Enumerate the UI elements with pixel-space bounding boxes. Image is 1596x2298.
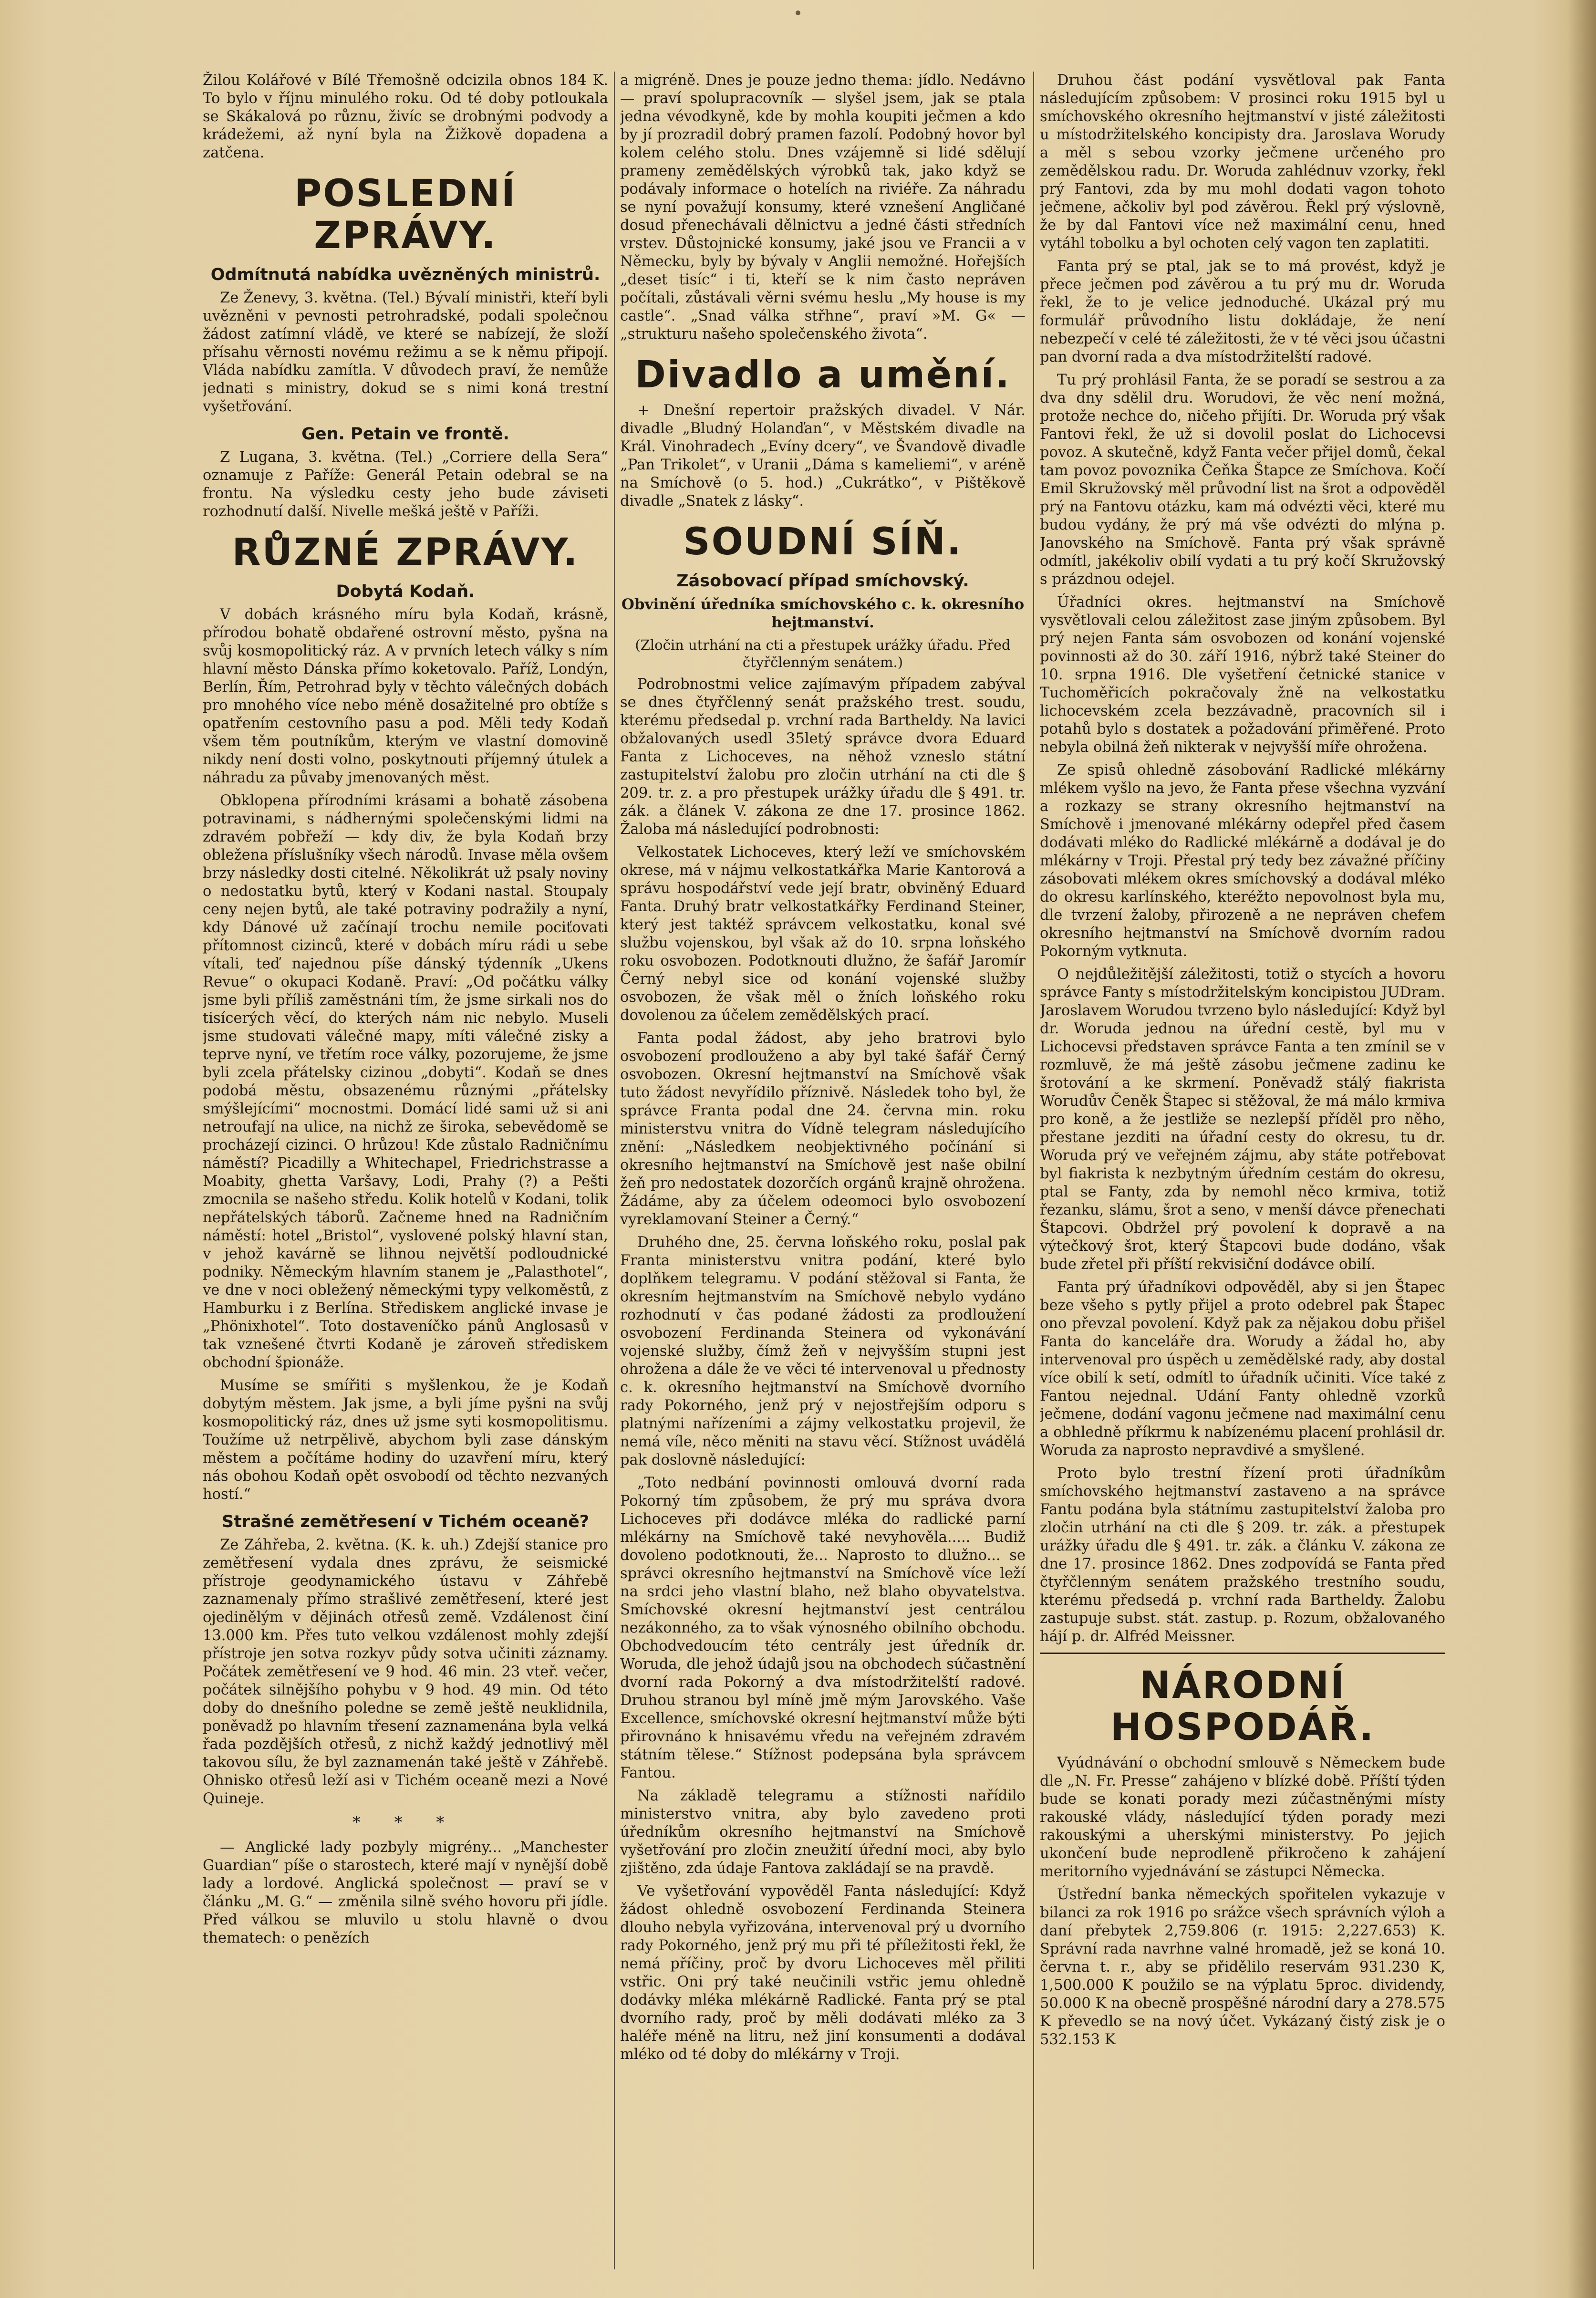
column-middle	[620, 72, 1026, 2279]
headline-zemetreseni: Strašné zemětřesení v Tichém oceaně?	[221, 1512, 590, 1531]
section-divider	[1040, 1653, 1445, 1654]
article-kodan-3: Musíme se smířiti s myšlenkou, že je Kodaň dobytým městem. Jak jsme, a byli jíme pyšni na svůj kosmopolitický ráz, dnes už jsme syti kosmopolitismu. Toužíme už netrpělivě, abychom byli zase dánským městem a počítáme hodiny do uzavření míru, který nás obohou Kodaň opět osvobodí od těchto nezvaných hostí.“	[203, 1377, 608, 1503]
note-zlocin: (Zločin utrhání na cti a přestupek urážky úřadu. Před čtyřčlenným senátem.)	[635, 637, 1011, 670]
article-soud-13: O nejdůležitější záležitosti, totiž o stycích a hovoru správce Fanty s místodržitelským koncipistou JUDram. Jaroslavem Worudou tvrzeno bylo následující: Když byl dr. Woruda jednou na úřední cestě, byl mu v Lichocevsi představen správce Fanta a ten zmínil se v rozmluvě, že má ještě zásobu ječmene zadinu ke šrotování a ke skrmení. Poněvadž stálý fiakrista Worudův Čeněk Štapec si stěžoval, že má málo krmiva pro koně, a že jestliže se nezlepší příděl pro něho, přestane jezditi na úřadní cesty do okresu, tu dr. Woruda prý ve veřejném zájmu, aby státe potřebovat byl fiakrista k nezbytným úředním cestám do okresu, ptal se Fanty, zda by nemohl něco krmiva, totiž řezanku, slámu, šrot a seno, v menší dávce přenechati Štapcovi. Obdržel prý povolení k dopravě a na výtečkový šrot, který Štapcovi bude dodáno, však bude zřetel při příští rekvisiční dodávce obilí.	[1040, 966, 1445, 1273]
headline-odmitnuta-nabidka: Odmítnutá nabídka uvězněných ministrů.	[210, 265, 601, 284]
intro-paragraph: Žilou Kolářové v Bílé Třemošně odcizila obnos 184 K. To bylo v říjnu minulého roku. Od té doby potloukala se Skákalová po různu, živíc se drobnými podvody a krádežemi, až nyní byla na Žižkově dopadena a zatčena.	[203, 72, 608, 161]
article-soud-8: Druhou část podání vysvětloval pak Fanta následujícím způsobem: V prosinci roku 1915 byl u smíchovského okresního hejtmanství v jisté záležitosti u místodržitelského koncipisty dra. Jaroslava Worudy a měl s sebou vzorky ječmene určeného pro zemědělskou radu. Dr. Woruda zahlédnuv vzorky, řekl prý Fantovi, zda by mu mohl dodati vagon tohoto ječmene, ačkoliv byl pod závěrou. Řekl prý výslovně, že by dal Fantovi více než maximální cenu, hned vytáhl tobolku a byl ochoten celý vagon ten zaplatiti.	[1040, 72, 1445, 252]
section-separator-stars: * * *	[352, 1813, 459, 1832]
article-soud-9: Fanta prý se ptal, jak se to má provést, když je přece ječmen pod závěrou a tu prý mu dr. Woruda řekl, že to je velice jednoduché. Ukázal prý mu formulář průvodního listu dokládaje, že není nebezpečí v celé té záležitosti, že v té věci jsou účastni pan dvorní rada a dva místodržitelští radové.	[1040, 258, 1445, 365]
article-obchodni-smlouva: Vyúdnávání o obchodní smlouvě s Německem bude dle „N. Fr. Presse“ zahájeno v blízké době. Příští týden bude se konati porady mezi zúčastněnými místy rakouské vlády, následující týden porady mezi rakouskými a uherskými ministerstvy. Po jejich ukončení bude neprodleně přikročeno k zahájení meritorního vyjednávání se zástupci Německa.	[1040, 1755, 1445, 1880]
article-soud-1: Podrobnostmi velice zajímavým případem zabýval se dnes čtyřčlenný senát pražského trest. soudu, kterému předsedal p. vrchní rada Bartheldy. Na lavici obžalovaných usedl 35letý správce dvora Eduard Fanta z Lichoceves, na něhož vzneslo státní zastupitelství žalobu pro zločin utrhání na cti dle § 209. tr. z. a pro přestupek urážky úřadu dle § 491. tr. zák. a článek V. zákona ze dne 17. prosince 1862. Žaloba má následující podrobnosti:	[620, 676, 1026, 838]
headline-dobyta-kodan: Dobytá Kodaň.	[336, 582, 475, 601]
article-soud-7: Ve vyšetřování vypověděl Fanta následující: Když žádost ohledně osvobození Ferdinanda Steinera dlouho nebyla vyřizována, intervenoval prý u dvorního rady Pokorného, jenž prý mu při té příležitosti řekl, že nemá příčiny, proč by dvoru Lichoceves měl přiliti vstřic. Oni prý také neučinili vstřic jemu ohledně dodávky mléka mlékárně Radlické. Fanta prý se ptal dvorního rady, proč by měli dodávati mléko za 3 haléře méně na litru, než jiní konsumenti a dodával mléko od té doby do mlékárny v Troji.	[620, 1883, 1026, 2063]
article-kodan-2: Obklopena přírodními krásami a bohatě zásobena potravinami, s nádhernými společenskými lidmi na zdravém pobřeží — kdy div, že byla Kodaň brzy obležena příslušníky všech národů. Invase měla ovšem brzy následky dosti citelné. Několikrát už psaly noviny o nedostatku bytů, který v Kodani nastal. Stoupaly ceny nejen bytů, ale také potraviny podražily a nyní, kdy Dánové už začínají trochu nemile pociťovati přítomnost cizinců, které v dobách míru rádi u sebe vítali, teď najednou píše dánský týdenník „Ukens Revue“ o okupaci Kodaně. Praví: „Od počátku války jsme byli příliš zaměstnáni tím, že jsme sirkali nos do tisícerých věcí, do kterých nám nic nebylo. Museli jsme studovati válečné mapy, míti válečné zisky a teprve nyní, ve třetím roce války, pozorujeme, že jsme byli zcela přátelsky cizinou „dobyti“. Kodaň se dnes podobá městu, obsazenému různými „přátelsky smýšlejícími“ mocnostmi. Domácí lidé sami už si ani netroufají na ulice, na nichž ze široka, sebevědomě se procházejí cizinci. O hrůzou! Kde zůstalo Radničnímu náměstí? Picadilly a Whitechapel, Friedrichstrasse a Moabity, ghetta Varšavy, Lodi, Prahy (?) a Pešti zmocnila se našeho středu. Kolik hotelů v Kodani, tolik nepřátelských táborů. Začneme hned na Radničním náměstí: hotel „Bristol“, vyslovené polský hlavní stan, v jehož kavárně se lihnou největší podloudnické podniky. Německým hlavním stanem je „Palasthotel“, ve dne v noci obležený německými typy velkoměstů, z Hamburku i z Berlína. Střediskem anglické invase je „Phönixhotel“. Toto dostaveníčko pánů Anglosasů v tak vznešené čtvrti Kodaně je zároveň střediskem obchodní špionáže.	[203, 792, 608, 1371]
article-soud-11: Úřadníci okres. hejtmanství na Smíchově vysvětlovali celou záležitost zase jiným způsobem. Byl prý nejen Fanta sám osvobozen od konání vojenské povinnosti až do 30. září 1916, nýbrž také Steiner do 10. srpna 1916. Dle vyšetření četnické stanice v Tuchoměřicích pokračovaly žně na velkostatku lichocevském zcela bezzávadně, pracovních sil i potahů bylo s dostatek a požadování přiměřené. Proto nebyla obilná žeň nikterak v nejvyšší míře ohrožena.	[1040, 594, 1445, 756]
article-soud-2: Velkostatek Lichoceves, který leží ve smíchovském okrese, má v nájmu velkostatkářka Marie Kantorová a správu hospodářství vede její bratr, obviněný Eduard Fanta. Druhý bratr velkostatkářky Ferdinand Steiner, který jest taktéž správcem velkostatku, konal své službu vojenskou, byl však až do 10. srpna loňského roku osvobozen. Podotknouti dlužno, že šafář Jaromír Černý nebyl sice od konání vojenské služby osvobozen, že však měl o žních loňského roku dovolenou za účelem zemědělských prací.	[620, 844, 1026, 1024]
article-divadlo-repertoir: + Dnešní repertoir pražských divadel. V Nár. divadle „Bludný Holanďan“, v Městském divadle na Král. Vinohradech „Evíny dcery“, ve Švandově divadle „Pan Trikolet“, v Uranii „Dáma s kameliemi“, v aréně na Smíchově (o 5. hod.) „Cukrátko“, v Pištěkově divadle „Snatek z lásky“.	[620, 402, 1026, 510]
column-rule-2	[1033, 72, 1034, 2269]
article-soud-3: Fanta podal žádost, aby jeho bratrovi bylo osvobození prodlouženo a aby byl také šafář Černý osvobozen. Okresní hejtmanství na Smíchově však tuto žádost nevyřídilo příznivě. Následek toho byl, že správce Franta podal dne 24. června min. roku ministerstvu vnitra do Vídně telegram následujícího znění: „Následkem neobjektivného počínání si okresního hejtmanství na Smíchově jest naše obilní žeň pro nedostatek dozorčích orgánů krajně ohrožena. Žádáme, aby za účelem odeomoci bylo osvobození vyreklamovaní Steiner a Černý.“	[620, 1030, 1026, 1228]
subheadline-obvineni: Obvinění úředníka smíchovského c. k. okresního hejtmanství.	[621, 596, 1025, 631]
section-masthead-ruzne-zpravy: RŮZNÉ ZPRÁVY.	[232, 531, 579, 574]
section-masthead-divadlo: Divadlo a umění.	[635, 354, 1011, 396]
article-soud-6: Na základě telegramu a stížnosti nařídilo ministerstvo vnitra, aby bylo zavedeno proti úředníkům okresního hejtmanství na Smíchově vyšetřování pro zločin zneužití úřední moci, aby bylo zjištěno, zda údaje Fantova zakládají se na pravdě.	[620, 1788, 1026, 1877]
column-rule-1	[614, 72, 615, 2269]
punch-hole	[796, 10, 800, 15]
section-masthead-posledni-zpravy: POSLEDNÍ ZPRÁVY.	[294, 172, 517, 257]
article-anglicke-lady: — Anglické lady pozbyly migrény... „Manchester Guardian“ píše o starostech, které mají v nynější době lady a lordové. Anglická společnost — praví se v článku „M. G.“ — změnila silně svého hovoru při jídle. Před válkou se mluvilo u stolu hlavně o dvou thematech: o penězích	[203, 1839, 608, 1946]
headline-zasobovaci-pripad: Zásobovací případ smíchovský.	[676, 572, 969, 591]
page-edge-shadow	[1567, 0, 1596, 2298]
article-petain: Z Lugana, 3. května. (Tel.) „Corriere della Sera“ oznamuje z Paříže: Generál Petain odebral se na frontu. Na výsledku cesty jeho bude záviseti rozhodnutí další. Nivelle mešká ještě v Paříži.	[203, 449, 608, 520]
section-masthead-narodni-hospodar: NÁRODNÍ HOSPODÁŘ.	[1110, 1664, 1375, 1749]
article-kodan-1: V dobách krásného míru byla Kodaň, krásně, přírodou bohatě obdařené ostrovní město, pyšna na svůj kosmopolitický ráz. A v prvních letech války s ním hlavní město Dánska přímo koketovalo. Paříž, Londýn, Berlín, Řím, Petrohrad byly v těchto válečných dobách pro mnohého více nebo méně dosažitelné pro obtíže s opatřením cestovního pasu a pod. Měli tedy Kodaň všem těm poutníkům, kterým ve vlastní domovině nikdy není dosti volno, poskytnouti příjemný útulek a náhradu za půvaby jmenovaných měst.	[203, 606, 608, 786]
article-soud-12: Ze spisů ohledně zásobování Radlické mlékárny mlékem vyšlo na jevo, že Fanta přese všechna vyzvání a rozkazy se strany okresního hejtmanství na Smíchově i jmenované mlékárny odepřel před časem dodávati mléko do Radlické mlékárně a dodával je do mlékárny v Troji. Přestal prý tedy bez závažné příčiny zásobovati mlékem okres smíchovský a dodával mléko do okresu karlínského, kteréžto nepovolnost byla mu, dle tvrzení žaloby, přirozeně a ne nepráven chefem okresního hejtmanství na Smíchově dvorním radou Pokorným vytknuta.	[1040, 762, 1445, 960]
article-odmitnuta: Ze Ženevy, 3. května. (Tel.) Bývalí ministři, kteří byli uvězněni v pevnosti petrohradské, podali společnou žádost zatímní vládě, ve které se nabízejí, že složí přísahu věrnosti novému režimu a se k němu připojí. Vláda nabídku zamítla. V důvodech praví, že nemůže jednati s ministry, dokud se s nimi koná trestní vyšetřování.	[203, 290, 608, 415]
article-zemetreseni: Ze Záhřeba, 2. května. (K. k. uh.) Zdejší stanice pro zemětřesení vydala dnes zprávu, že seismické přístroje geodynamického ústavu v Záhřebě zaznamenaly přímo strašlivé zemětřesení, které jest ojedinělým v dějinách otřesů země. Vzdálenost činí 13.000 km. Přes tuto velkou vzdálenost mohly zdejší přístroje jen sotva rozkyv půdy sotva učiniti záznamy. Počátek zemětřesení ve 9 hod. 46 min. 23 vteř. večer, počátek silnějšího pohybu v 9 hod. 49 min. Od této doby do dnešního poledne se země ještě neuklidnila, poněvadž po hlavním třesení zaznamenána byla velká řada pozdějších otřesů, z nichž každý jednotlivý měl takovou sílu, že byl zaznamenán také ještě v Záhřebě. Ohnisko otřesů leží asi v Tichém oceaně mezi a Nové Quineje.	[203, 1537, 608, 1807]
column-left	[203, 72, 608, 2279]
article-soud-15: Proto bylo trestní řízení proti úřadníkům smíchovského hejtmanství zastaveno a na správce Fantu podána byla státnímu zastupitelství žaloba pro zločin utrhání na cti dle § 209. tr. zák. a přestupek urážky úřadu dle § 491. tr. zák. a článku V. zákona ze dne 17. prosince 1862. Dnes zodpovídá se Fanta před čtyřčlenným senátem pražského trestního soudu, kterému předsedá p. vrchní rada Bartheldy. Žalobu zastupuje subst. stát. zastup. p. Rozum, obžalovaného hájí p. dr. Alfréd Meissner.	[1040, 1465, 1445, 1645]
column-right	[1040, 72, 1445, 2279]
article-ustredni-banka: Ústřední banka německých spořitelen vykazuje v bilanci za rok 1916 po srážce všech správních výloh a daní přebytek 2,759.806 (r. 1915: 2,227.653) K. Správní rada navrhne valné hromadě, jež se koná 10. června t. r., aby se přidělilo reservám 931.230 K, 1,500.000 K použilo se na výplatu 5proc. dividendy, 50.000 K na obecně prospěšné národní dary a 278.575 K převedlo se na nový účet. Vykázaný čistý zisk je o 532.153 K	[1040, 1886, 1445, 2048]
article-soud-4: Druhého dne, 25. června loňského roku, poslal pak Franta ministerstvu vnitra podání, které bylo doplňkem telegramu. V podání stěžoval si Fanta, že okresním hejtmanstvím na Smíchově nebylo vydáno rozhodnutí v čas podané žádosti za prodloužení osvobození Ferdinanda Steinera od vykonávání vojenské služby, čímž žeň v nejvyšším stupni jest ohrožena a dále že ve věci té intervenoval u přednosty c. k. okresního hejtmanství na Smíchově dvorního rady Pokorného, jenž prý v nejostřejším odporu s platnými nařízeními a zájmy velkostatku projevil, že nemá víle, něco měniti na stavu věcí. Stížnost uvádělá pak doslovně následující:	[620, 1234, 1026, 1468]
article-anglicke-lady-continued: a migréně. Dnes je pouze jedno thema: jídlo. Nedávno — praví spolupracovník — slyšel jsem, jak se ptala jedna vévodkyně, kde by mohla koupiti ječmen a kdo by jí prozradil dobrý pramen fazolí. Podobný hovor byl kolem celého stolu. Dnes vzájemně si lidé sdělují prameny zemědělských výrobků tak, jako když se podávaly informace o hotelích na riviéře. Za náhradu se nyní považují konsumy, které vznešení Angličané dosud přenechávali dělnictvu a jedné části středních vrstev. Důstojnické konsumy, jaké jsou ve Francii a v Německu, byly by bývaly v Anglii nemožné. Hořejších „deset tisíc“ i ti, kteří se k nim často nepráven počítali, zůstávali věrni svému heslu „My house is my castle“. „Snad válka střhne“, praví »M. G« — „strukturu našeho společenského života“.	[620, 72, 1026, 343]
article-soud-10: Tu prý prohlásil Fanta, že se poradí se sestrou a za dva dny sdělil dru. Worudovi, že věc není možná, protože nechce do, ničeho přijíti. Dr. Woruda prý však Fantovi řekl, že už si dovolil poslat do Lichocevsi povoz. A skutečně, když Fanta večer přijel domů, čekal tam povoz povoznika Čeňka Štapce ze Smíchova. Kočí Emil Skružovský měl průvodní list na šrot a odpověděl prý na Fantovu otázku, kam má odvézti věci, které mu budou vydány, že prý má vše odvézti do mlýna p. Janovského na Smíchově. Fanta prý však správně odmítl, jakékoliv obilí vydati a tu prý kočí Skružovský s prázdnou odejel.	[1040, 372, 1445, 588]
headline-petain: Gen. Petain ve frontě.	[301, 425, 509, 444]
article-soud-14: Fanta prý úřadníkovi odpověděl, aby si jen Štapec beze všeho s pytly přijel a proto odebrel pak Štapec ono převzal povolení. Když pak za nějakou dobu přišel Fanta do kanceláře dra. Worudy a žádal ho, aby intervenoval pro úspěch u zemědělské rady, aby dostal více obilí k setí, odmítl to úřadník učiniti. Více také z Fantou nejednal. Udání Fanty ohledně vzorků ječmene, dodání vagonu ječmene nad maximální cenu a obhledně příkrmu k nabízenému placení prohlásil dr. Woruda za naprosto nepravdivé a smyšlené.	[1040, 1279, 1445, 1459]
section-masthead-soudni-sin: SOUDNÍ SÍŇ.	[683, 520, 963, 563]
article-soud-5: „Toto nedbání povinnosti omlouvá dvorní rada Pokorný tím způsobem, že prý mu správa dvora Lichoceves při dodávce mléka do radlické parní mlékárny na Smíchově také nevyhověla..... Budiž dovoleno podotknouti, že... Naprosto to dlužno... se správci okresního hejtmanství na Smíchově více leží na srdci jeho vlastní blaho, než blaho obyvatelstva. Smíchovské okresní hejtmanství jest centrálou nezákonného, za to však výnosného obilního obchodu. Obchodvedoucím této centrály jest úředník dr. Woruda, dle jehož údajů jsou na obchodech súčastnění dvorní rada Pokorný a dva místodržitelští radové. Druhou stranou byl míně jmě mým Jarovského. Vaše Excellence, smíchovské okresní hejtmanství může býti přirovnáno k hnisavému vředu na veřejném zdravém státním tělese.“ Stížnost podepsána byla správcem Fantou.	[620, 1475, 1026, 1781]
